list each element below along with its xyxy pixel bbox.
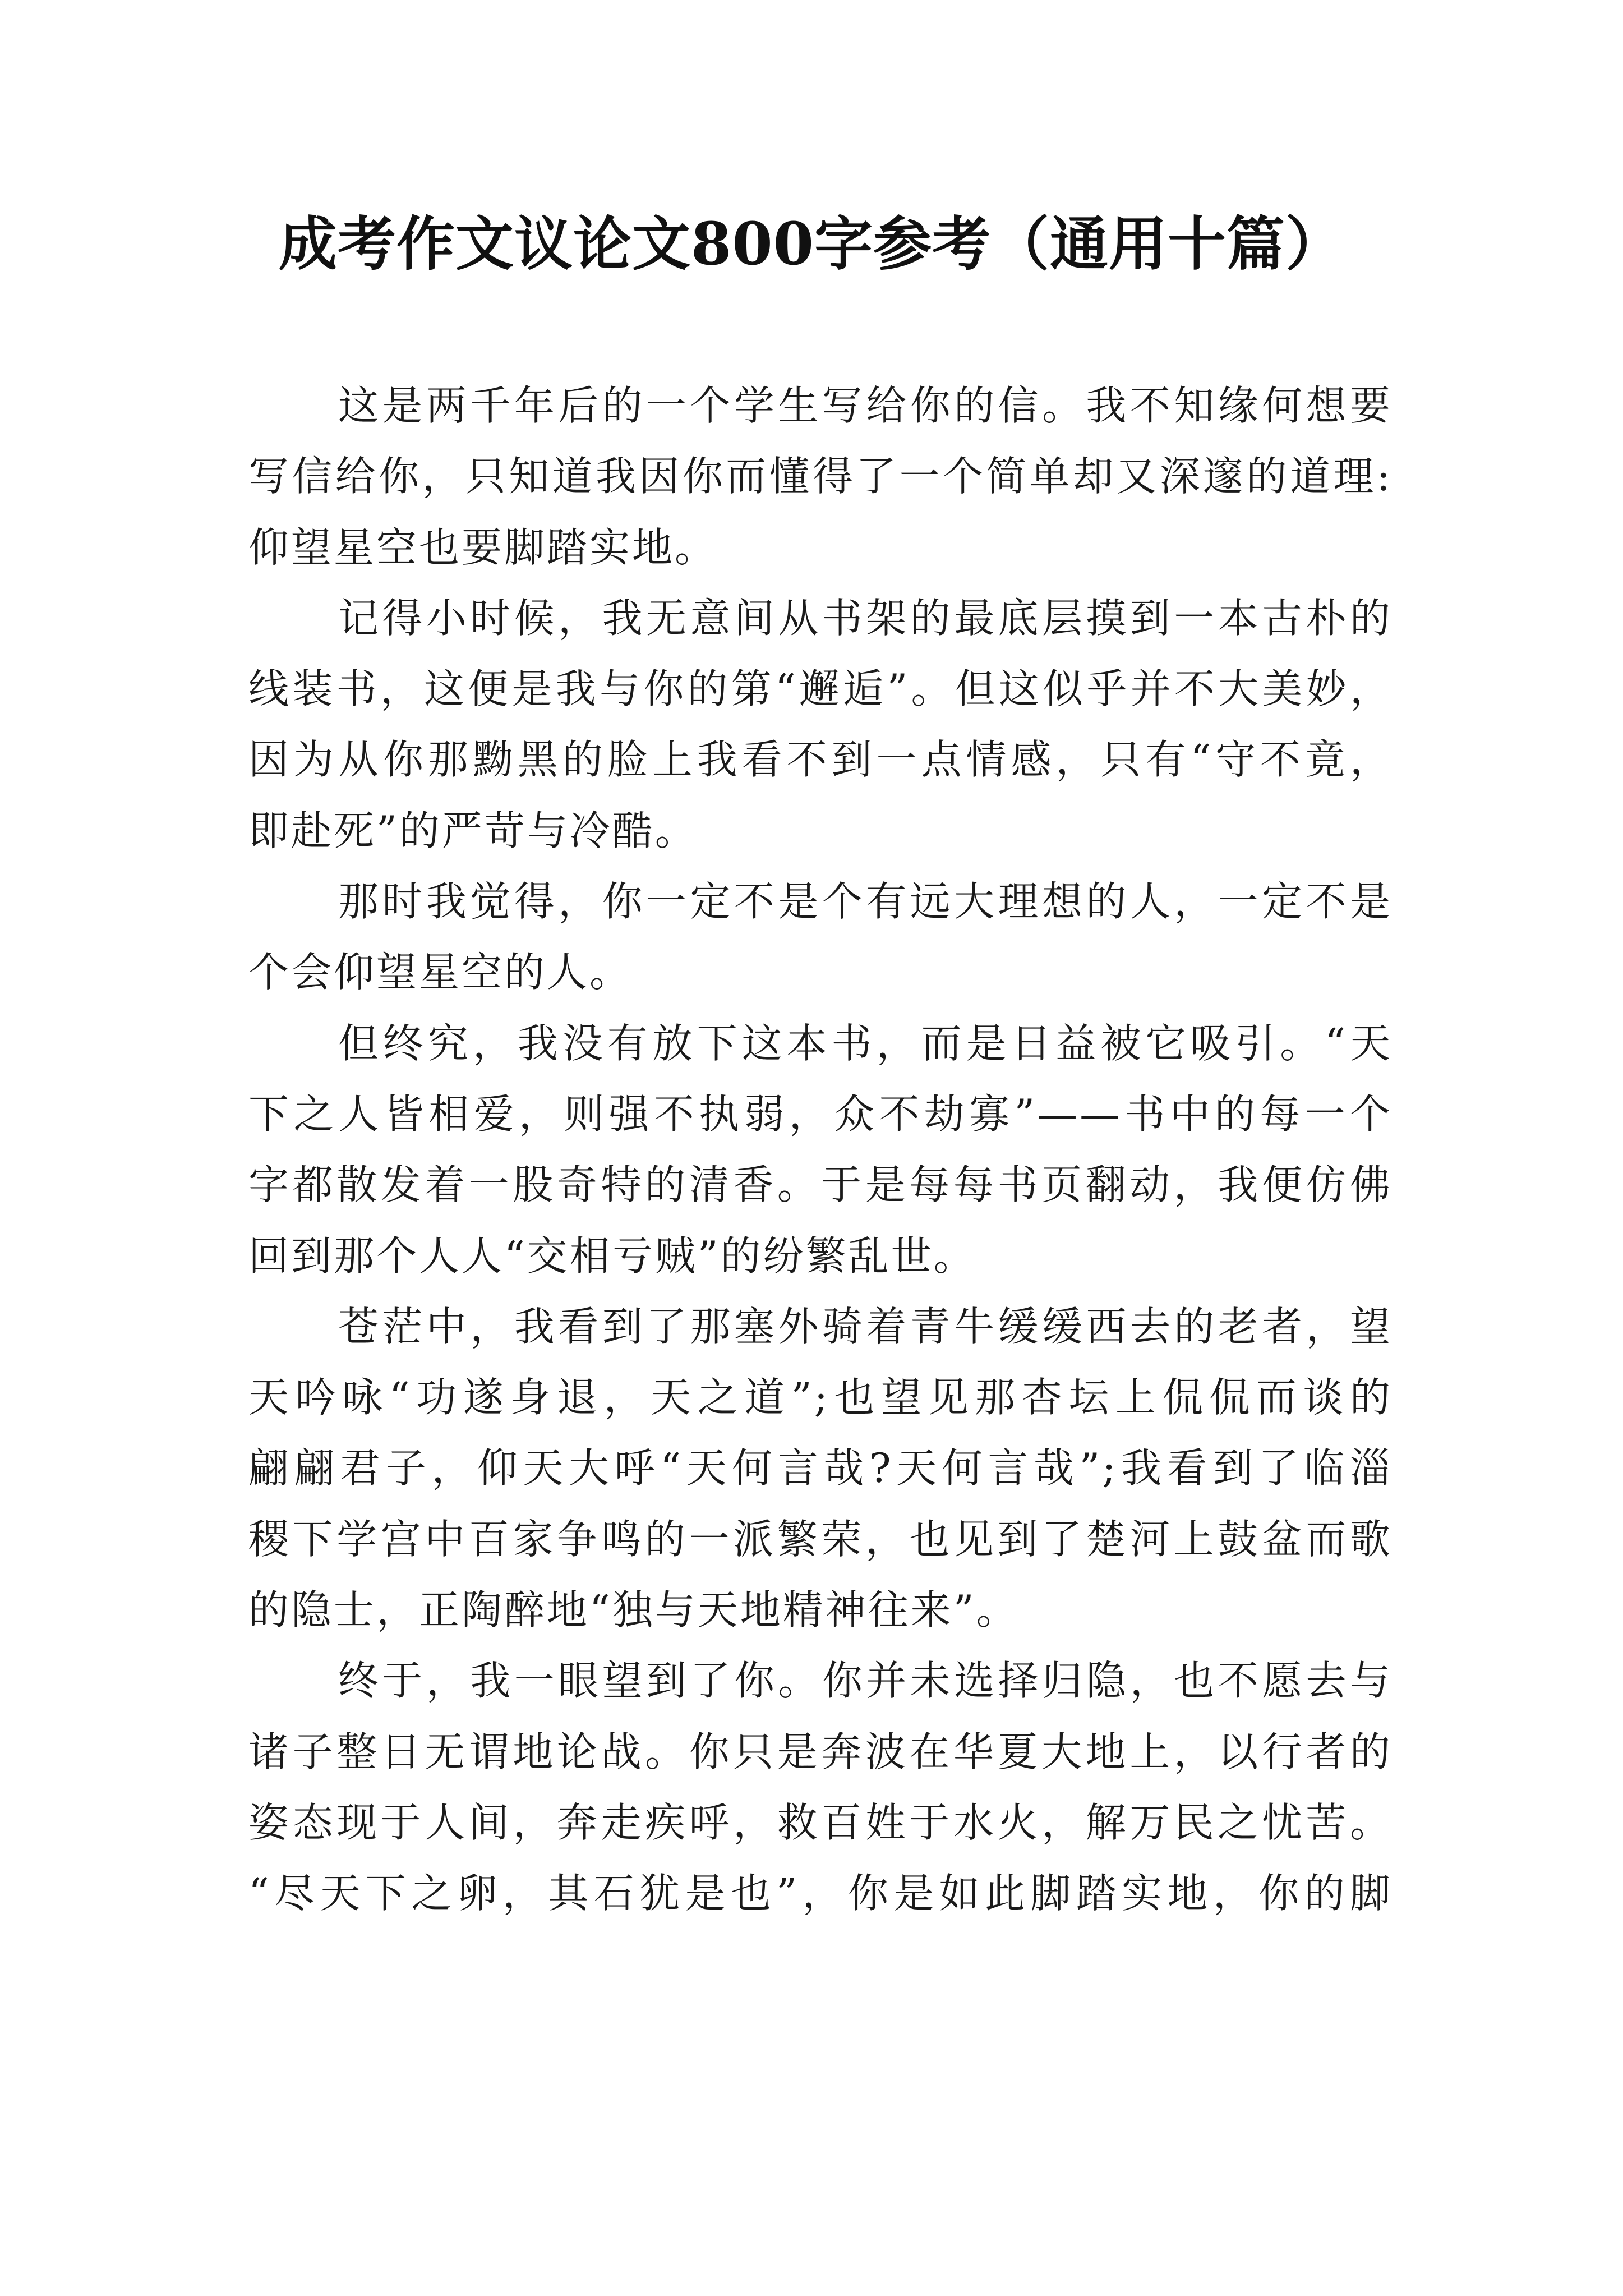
paragraph-line: 终于，我一眼望到了你。你并未选择归隐，也不愿去与 <box>338 1657 1393 1705</box>
paragraph-line: 翩翩君子，仰天大呼“天何言哉?天何言哉”;我看到了临淄 <box>248 1444 1393 1492</box>
paragraph-line: 苍茫中，我看到了那塞外骑着青牛缓缓西去的老者，望 <box>338 1303 1393 1350</box>
paragraph-line: 线装书，这便是我与你的第“邂逅”。但这似乎并不大美妙， <box>248 665 1393 713</box>
paragraph-line: 稷下学宫中百家争鸣的一派繁荣，也见到了楚河上鼓盆而歌 <box>248 1515 1393 1563</box>
paragraph-line: 记得小时候，我无意间从书架的最底层摸到一本古朴的 <box>338 594 1393 642</box>
paragraph-line: 姿态现于人间，奔走疾呼，救百姓于水火，解万民之忧苦。 <box>248 1798 1393 1846</box>
paragraph-line: 那时我觉得，你一定不是个有远大理想的人，一定不是 <box>338 878 1393 926</box>
paragraph-line: 这是两千年后的一个学生写给你的信。我不知缘何想要 <box>338 382 1393 429</box>
paragraph-line: 写信给你，只知道我因你而懂得了一个简单却又深邃的道理: <box>248 453 1393 500</box>
paragraph-line: 字都散发着一股奇特的清香。于是每每书页翻动，我便仿佛 <box>248 1161 1393 1209</box>
paragraph-line: 即赴死”的严苛与冷酷。 <box>248 807 698 854</box>
paragraph-line: 但终究，我没有放下这本书，而是日益被它吸引。“天 <box>338 1019 1393 1067</box>
paragraph-line: “尽天下之卵，其石犹是也”，你是如此脚踏实地，你的脚 <box>248 1870 1393 1917</box>
paragraph-line: 仰望星空也要脚踏实地。 <box>248 523 718 571</box>
paragraph-line: 个会仰望星空的人。 <box>248 949 633 996</box>
document-title: 成考作文议论文800字参考（通用十篇） <box>278 209 1345 278</box>
document-body <box>248 370 1393 1929</box>
paragraph-line: 天吟咏“功遂身退，天之道”;也望见那杏坛上侃侃而谈的 <box>248 1374 1393 1421</box>
paragraph-line: 的隐士，正陶醉地“独与天地精神往来”。 <box>248 1586 1019 1634</box>
paragraph-line: 诸子整日无谓地论战。你只是奔波在华夏大地上，以行者的 <box>248 1728 1393 1775</box>
paragraph-line: 下之人皆相爱，则强不执弱，众不劫寡”——书中的每一个 <box>248 1090 1393 1138</box>
paragraph-line: 回到那个人人“交相亏贼”的纷繁乱世。 <box>248 1232 976 1280</box>
paragraph-line: 因为从你那黝黑的脸上我看不到一点情感，只有“守不竟， <box>248 736 1393 784</box>
